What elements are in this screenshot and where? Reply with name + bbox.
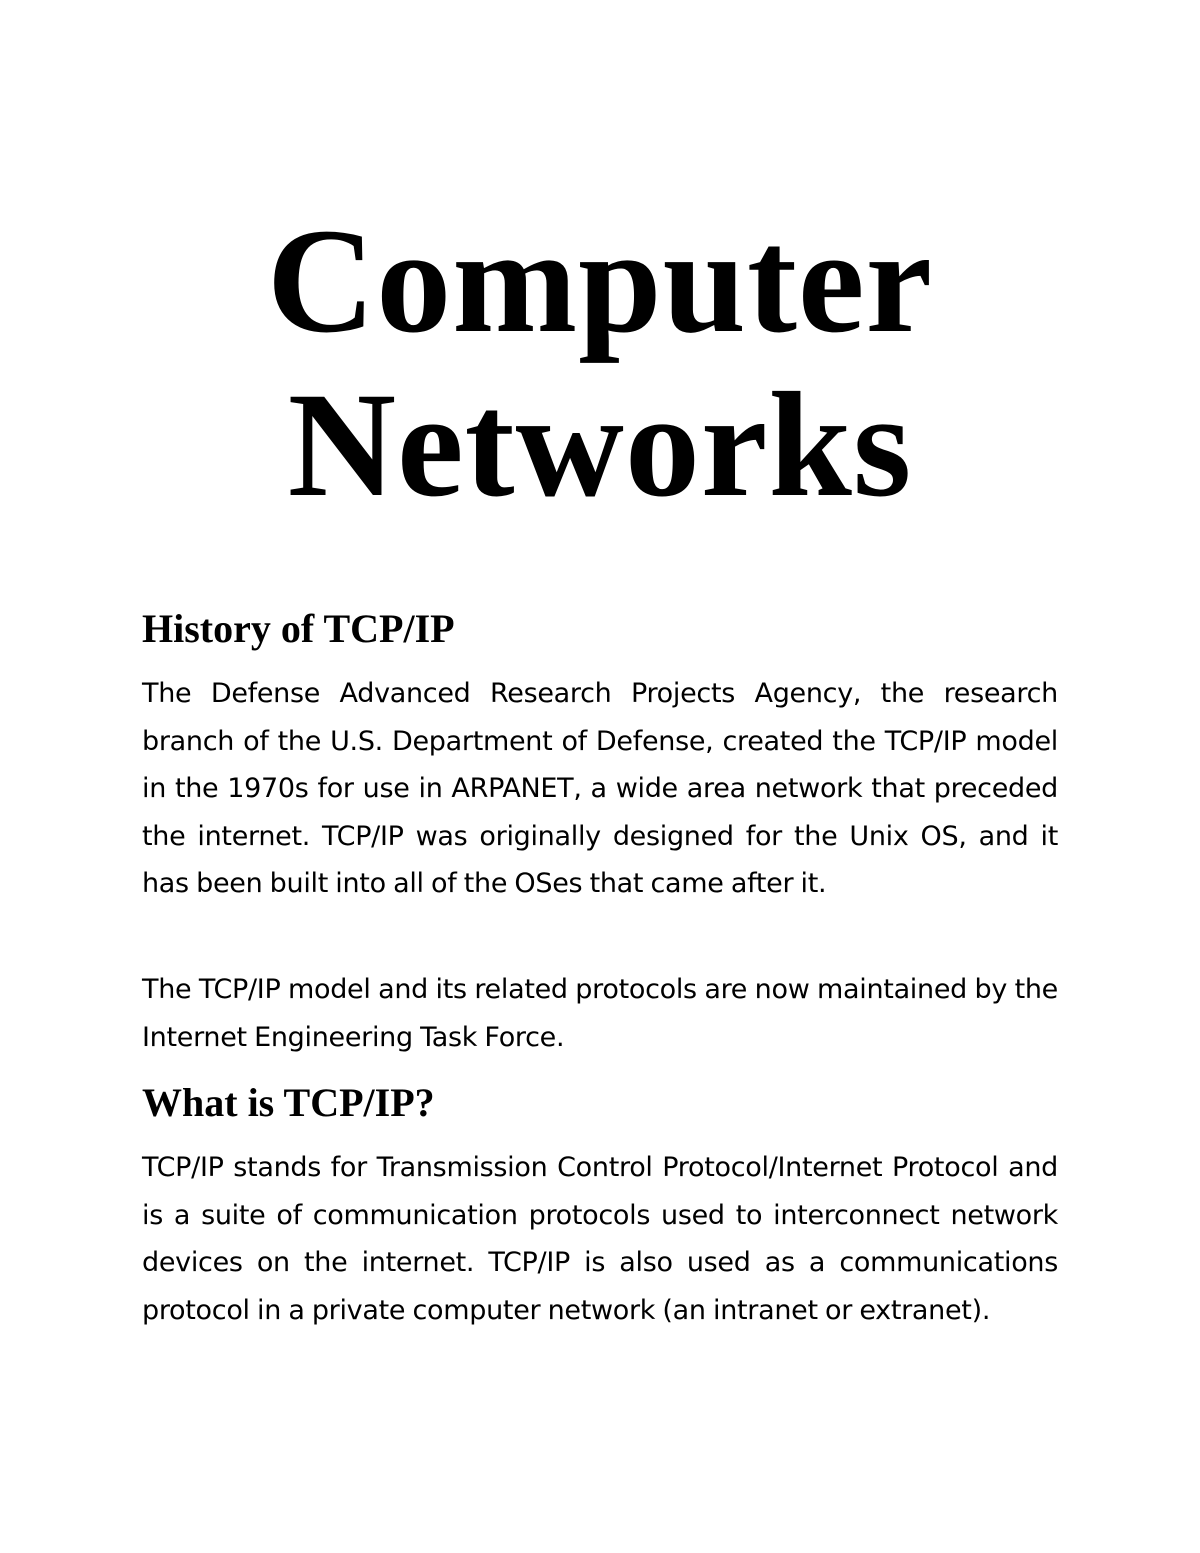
what-is-paragraph-1: TCP/IP stands for Transmission Control Protocol/Internet Protocol and is a suite of communication protocols used to interconnect network devices on the internet. TCP/IP is also used as a communications protocol in a private computer network (an intranet or extranet). xyxy=(142,1152,1058,1326)
document-title-line-1: Computer xyxy=(266,198,934,364)
section-heading-history: History of TCP/IP xyxy=(142,606,455,651)
history-paragraph-2: The TCP/IP model and its related protocols are now maintained by the Internet Engineering Task Force. xyxy=(142,974,1058,1053)
section-heading-what-is: What is TCP/IP? xyxy=(142,1080,435,1125)
history-paragraph-1: The Defense Advanced Research Projects Agency, the research branch of the U.S. Department of Defense, created the TCP/IP model in the 1970s for use in ARPANET, a wide area network that preceded the internet. TCP/IP was originally designed for the Unix OS, and it has been built into all of the OSes that came after it. xyxy=(142,678,1058,899)
document-title-line-2: Networks xyxy=(287,362,913,528)
